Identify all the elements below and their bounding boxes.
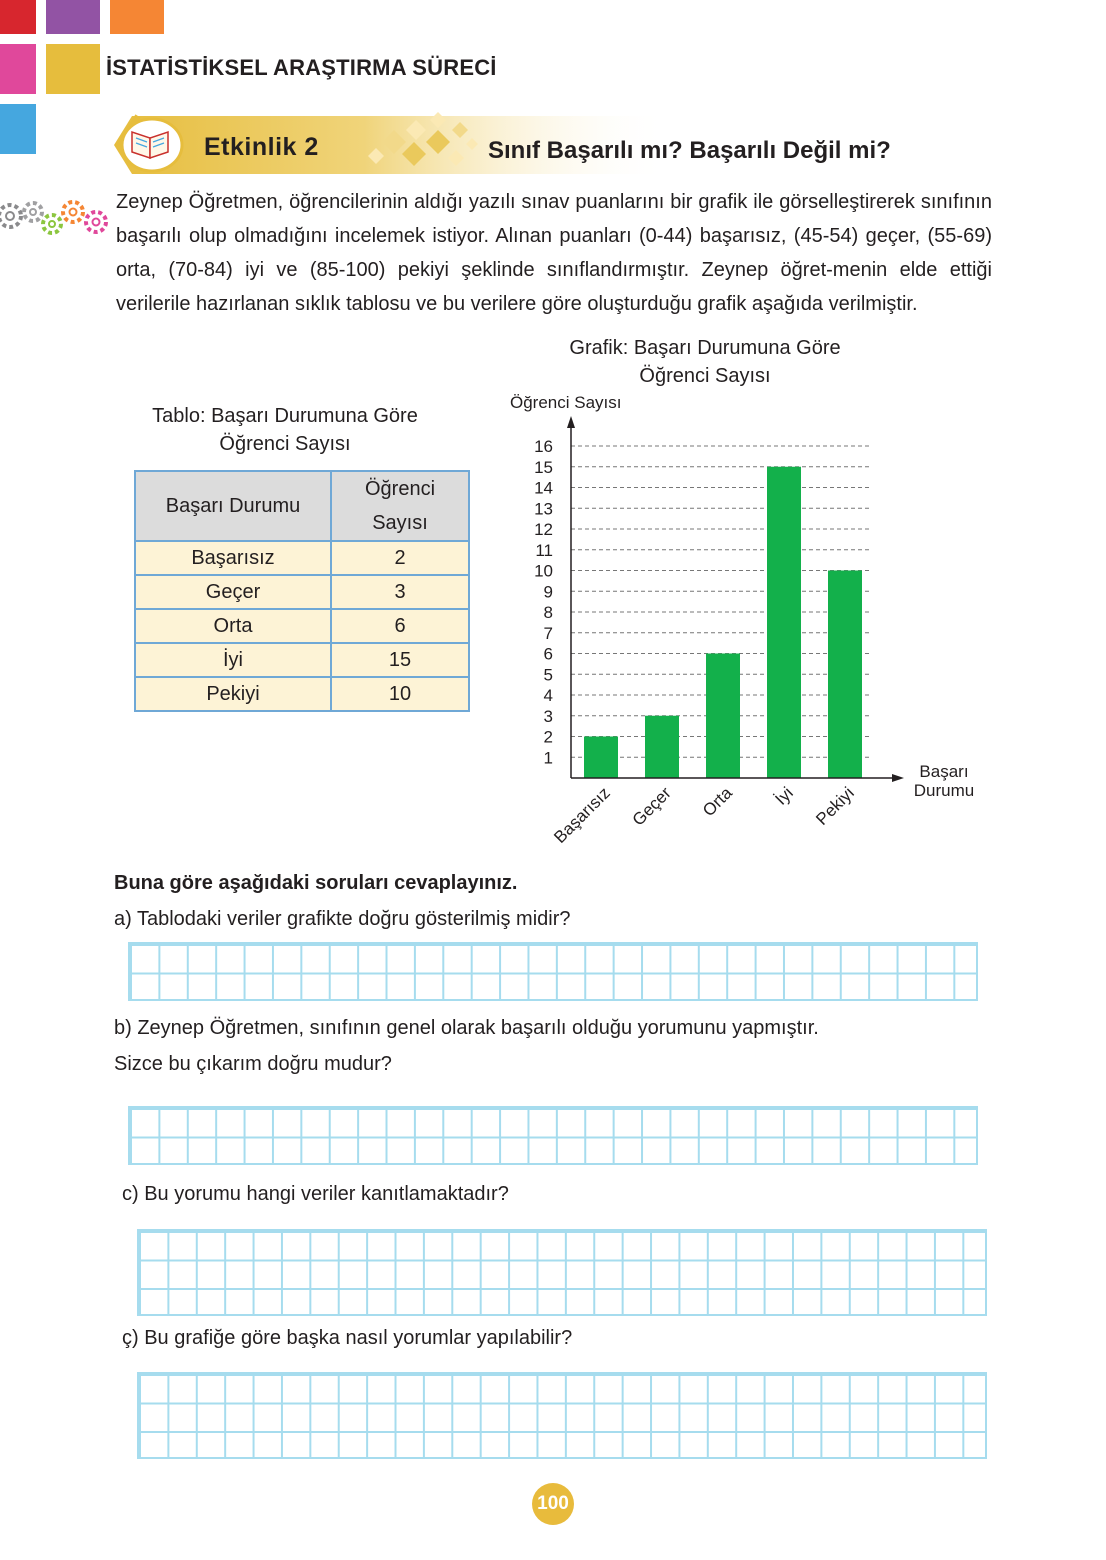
table-header-row (135, 471, 469, 541)
x-tick-label: Geçer (628, 783, 675, 830)
corner-square-blue (0, 104, 36, 154)
activity-label: Etkinlik 2 (204, 133, 319, 161)
y-axis-arrow (567, 416, 575, 428)
y-tick-label: 1 (543, 748, 553, 768)
table-caption (120, 402, 450, 458)
answer-grid-c[interactable] (137, 1229, 987, 1316)
x-tick-label: Başarısız (550, 783, 614, 847)
table-header-count-line1: Öğrenci (364, 478, 436, 500)
x-tick-label: İyi (771, 783, 797, 809)
y-tick-label: 13 (534, 499, 553, 519)
table-row (135, 609, 469, 643)
bar-2 (706, 654, 740, 779)
y-tick-label: 8 (543, 603, 553, 622)
y-tick-label: 12 (534, 520, 553, 539)
question-c: c) Bu yorumu hangi veriler kanıtlamaktadır? (122, 1183, 509, 1205)
page-number: 100 (532, 1483, 574, 1525)
table-caption-line2: Öğrenci Sayısı (219, 433, 351, 455)
corner-square-purple (46, 0, 100, 34)
table-cell-status: Geçer (135, 575, 331, 609)
y-tick-label: 7 (543, 623, 553, 643)
table-row (135, 575, 469, 609)
bar-chart (500, 390, 1000, 860)
y-tick-label: 9 (543, 582, 553, 602)
chart-caption (520, 334, 890, 390)
table-cell-count: 6 (331, 609, 469, 643)
table-cell-count: 15 (331, 643, 469, 677)
table-row (135, 677, 469, 711)
table-cell-status: Orta (135, 609, 331, 643)
answer-grid-b[interactable] (128, 1106, 978, 1165)
question-d: ç) Bu grafiğe göre başka nasıl yorumlar yapılabilir? (122, 1327, 573, 1349)
bar-0 (584, 737, 618, 779)
table-cell-status: Başarısız (135, 541, 331, 575)
bar-4 (828, 571, 862, 779)
x-axis-label-line1: Başarı (919, 762, 969, 781)
corner-square-yellow (46, 44, 100, 94)
y-tick-label: 10 (534, 561, 553, 581)
section-title: İSTATİSTİKSEL ARAŞTIRMA SÜRECİ (106, 55, 497, 80)
frequency-table (134, 470, 470, 712)
y-tick-label: 15 (534, 457, 553, 477)
y-axis-label: Öğrenci Sayısı (510, 393, 622, 412)
x-tick-label: Orta (699, 783, 736, 821)
open-book-icon (122, 119, 182, 171)
table-caption-line1: Tablo: Başarı Durumuna Göre (152, 405, 418, 427)
bar-3 (767, 467, 801, 778)
gears-icon (0, 192, 112, 244)
table-cell-status: Pekiyi (135, 677, 331, 711)
y-tick-label: 2 (543, 727, 553, 747)
y-tick-label: 4 (543, 686, 553, 705)
table-row (135, 643, 469, 677)
y-tick-label: 11 (535, 540, 553, 560)
bar-1 (645, 716, 679, 778)
chart-caption-line2: Öğrenci Sayısı (639, 365, 771, 387)
table-header-status: Başarı Durumu (135, 471, 331, 541)
x-axis-arrow (892, 774, 904, 782)
y-tick-label: 6 (543, 644, 553, 664)
table-cell-count: 10 (331, 677, 469, 711)
intro-paragraph: Zeynep Öğretmen, öğrencilerinin aldığı yazılı sınav puanlarını bir grafik ile görselleştirerek sınıfının başarılı olup olmadığını incelemek istiyor. Alınan puanları (0-44) başarısız, (45-54) geçer, (55-69) orta, (70-84) iyi ve (85-100) pekiyi şeklinde sınıflandırmıştır. Zeynep öğret-menin elde ettiği verilerile hazırlanan sıklık tablosu ve bu verilere göre oluşturduğu grafik aşağıda verilmiştir. (116, 191, 992, 315)
question-b-line1: b) Zeynep Öğretmen, sınıfının genel olarak başarılı olduğu yorumunu yapmıştır. (114, 1017, 819, 1039)
corner-square-orange (110, 0, 164, 34)
question-b (114, 1010, 974, 1082)
question-b-line2: Sizce bu çıkarım doğru mudur? (114, 1053, 392, 1075)
table-cell-status: İyi (135, 643, 331, 677)
corner-square-red (0, 0, 36, 34)
x-axis-label-line2: Durumu (913, 781, 975, 800)
questions-heading: Buna göre aşağıdaki soruları cevaplayınız. (114, 872, 518, 894)
answer-grid-d[interactable] (137, 1372, 987, 1459)
chart-caption-line1: Grafik: Başarı Durumuna Göre (569, 337, 841, 359)
table-cell-count: 2 (331, 541, 469, 575)
table-header-count-line2: Sayısı (372, 512, 428, 534)
corner-square-pink (0, 44, 36, 94)
x-tick-label: Pekiyi (812, 783, 858, 829)
table-cell-count: 3 (331, 575, 469, 609)
y-tick-label: 3 (543, 706, 553, 726)
y-tick-label: 5 (543, 665, 553, 685)
activity-title: Sınıf Başarılı mı? Başarılı Değil mi? (488, 137, 891, 164)
y-tick-label: 16 (534, 437, 553, 456)
y-tick-label: 14 (534, 478, 553, 498)
table-row (135, 541, 469, 575)
table-header-count (331, 471, 469, 541)
question-a: a) Tablodaki veriler grafikte doğru gösterilmiş midir? (114, 908, 571, 930)
answer-grid-a[interactable] (128, 942, 978, 1001)
